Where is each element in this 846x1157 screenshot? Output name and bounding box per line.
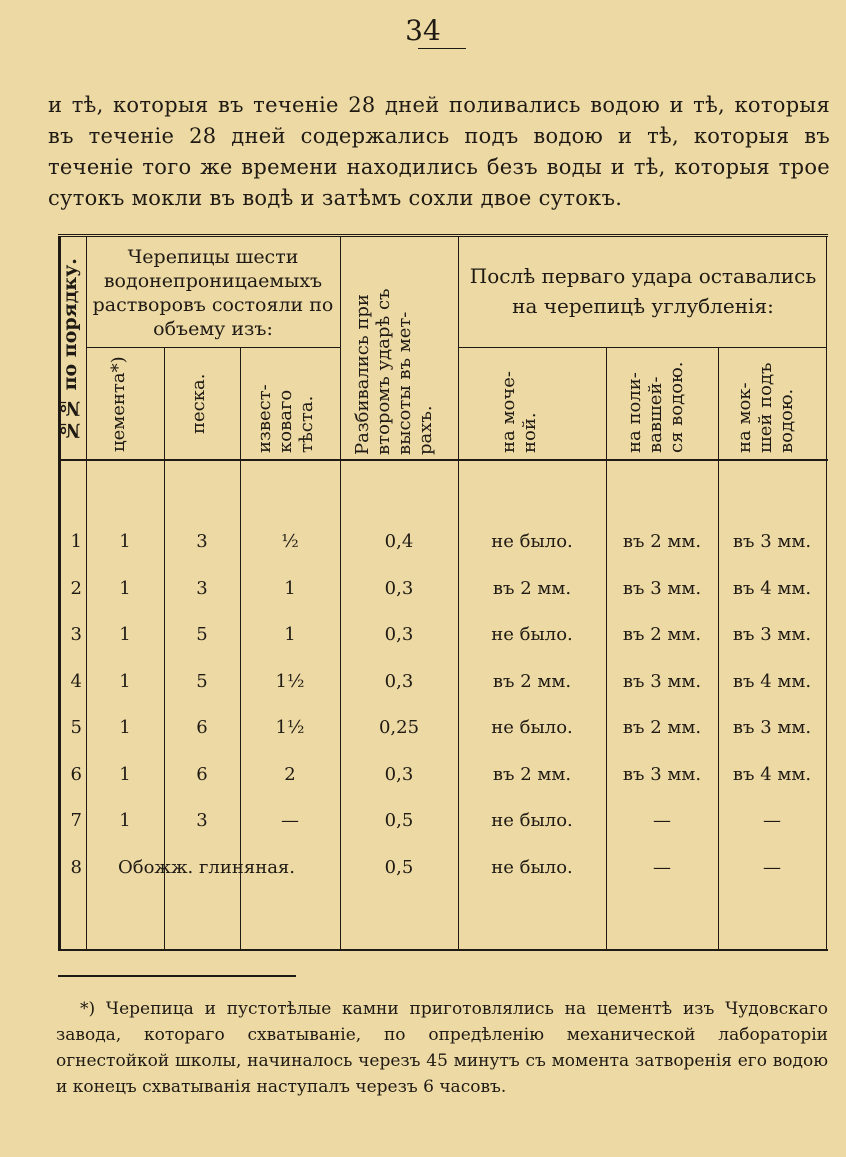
wet-result: въ 2 мм. [492, 577, 572, 599]
table-row [58, 578, 828, 624]
watered-result: въ 2 мм. [622, 624, 702, 645]
watered-result: въ 2 мм. [622, 717, 702, 738]
soaked-result: въ 3 мм. [732, 624, 812, 645]
broke-height: 0,5 [384, 857, 414, 878]
wet-result: не было. [491, 810, 573, 831]
header-broke-height: Разбивались при второмъ ударѣ съ высоты въ мет- рахъ. [352, 288, 436, 455]
broke-height: 0,3 [384, 577, 414, 599]
sand-value: 3 [196, 531, 208, 552]
row-number: 1 [70, 531, 82, 552]
lime-value: ½ [281, 531, 299, 552]
broke-height: 0,3 [384, 763, 414, 785]
broke-height: 0,4 [384, 531, 414, 552]
lime-value: 2 [284, 763, 296, 785]
intro-paragraph [48, 90, 830, 214]
watered-result: — [653, 810, 671, 831]
header-composition: Черепицы шести водонепроницаемыхъ растворовъ состояли по объему изъ: [92, 246, 334, 340]
lime-value: 1 [284, 624, 296, 645]
row-number: 8 [70, 857, 82, 878]
page-number: 34 [405, 14, 441, 47]
table-row [58, 671, 828, 717]
table-row [58, 624, 828, 670]
watered-result: въ 3 мм. [622, 763, 702, 785]
header-bottom-rule [58, 459, 828, 461]
wet-result: не было. [491, 717, 573, 738]
footnote-text: *) Черепица и пустотѣлые камни приготовлялись на цементѣ изъ Чудовскаго завода, котораго схватываніе, по опредѣленію механической лабораторіи огнестойкой школы, начиналось черезъ 45 минутъ съ момента затворенія его водою и конецъ схватыванія наступалъ черезъ 6 часовъ. [56, 999, 828, 1097]
sand-value: 6 [196, 717, 208, 738]
intro-text: и тѣ, которыя въ теченіе 28 дней поливались водою и тѣ, которыя въ теченіе 28 дней содержались подъ водою и тѣ, которыя въ теченіе того же времени находились безъ воды и тѣ, которыя трое сутокъ мокли въ водѣ и затѣмъ сохли двое сутокъ. [48, 93, 830, 210]
row-number: 5 [70, 717, 82, 738]
watered-result: въ 3 мм. [622, 670, 702, 692]
merged-composition: Обожж. глиняная. [118, 857, 296, 878]
broke-height: 0,3 [384, 624, 414, 645]
header-wet-tile: на моче- ной. [498, 371, 540, 453]
wet-result: не было. [491, 857, 573, 878]
lime-value: 1½ [275, 670, 305, 692]
table-row [58, 531, 828, 577]
row-number: 4 [70, 670, 82, 692]
sand-value: 5 [196, 670, 208, 692]
row-number: 3 [70, 624, 82, 645]
header-after-first-blow: Послѣ перваго удара оставались на черепицѣ углубленія: [469, 264, 817, 318]
footnote-rule [58, 975, 296, 977]
footnote [56, 996, 828, 1100]
soaked-result: въ 3 мм. [732, 531, 812, 552]
header-sand: песка. [188, 373, 209, 435]
row-number: 2 [70, 577, 82, 599]
broke-height: 0,3 [384, 670, 414, 692]
header-lime: извест- коваго тѣста. [254, 384, 317, 453]
watered-result: въ 2 мм. [622, 531, 702, 552]
sand-value: 6 [196, 763, 208, 785]
table-row [58, 717, 828, 763]
soaked-result: въ 4 мм. [732, 670, 812, 692]
cement-value: 1 [119, 577, 131, 599]
cement-value: 1 [119, 717, 131, 738]
cement-value: 1 [119, 531, 131, 552]
wet-result: не было. [491, 531, 573, 552]
cement-value: 1 [119, 763, 131, 785]
sand-value: 3 [196, 577, 208, 599]
soaked-result: — [763, 857, 781, 878]
table-row [58, 857, 828, 903]
page-number-underline [418, 48, 466, 49]
results-table [58, 234, 828, 951]
broke-height: 0,25 [378, 717, 420, 738]
watered-result: — [653, 857, 671, 878]
header-subrule [86, 347, 340, 348]
wet-result: въ 2 мм. [492, 763, 572, 785]
soaked-result: въ 3 мм. [732, 717, 812, 738]
soaked-result: въ 4 мм. [732, 763, 812, 785]
table-row [58, 810, 828, 856]
header-soaked-tile: на мок- шей подъ водою. [734, 362, 797, 453]
header-cement: цемента*) [108, 356, 129, 452]
header-row-number: №№ по порядку. [59, 258, 81, 442]
row-number: 6 [70, 763, 82, 785]
row-number: 7 [70, 810, 82, 831]
cement-value: 1 [119, 810, 131, 831]
cement-value: 1 [119, 624, 131, 645]
sand-value: 5 [196, 624, 208, 645]
wet-result: въ 2 мм. [492, 670, 572, 692]
lime-value: — [281, 810, 299, 831]
soaked-result: — [763, 810, 781, 831]
watered-result: въ 3 мм. [622, 577, 702, 599]
sand-value: 3 [196, 810, 208, 831]
header-watered-tile: на поли- вавшей- ся водою. [624, 361, 687, 453]
cement-value: 1 [119, 670, 131, 692]
table-row [58, 764, 828, 810]
lime-value: 1 [284, 577, 296, 599]
soaked-result: въ 4 мм. [732, 577, 812, 599]
lime-value: 1½ [275, 717, 305, 738]
header-subrule [458, 347, 826, 348]
wet-result: не было. [491, 624, 573, 645]
broke-height: 0,5 [384, 810, 414, 831]
